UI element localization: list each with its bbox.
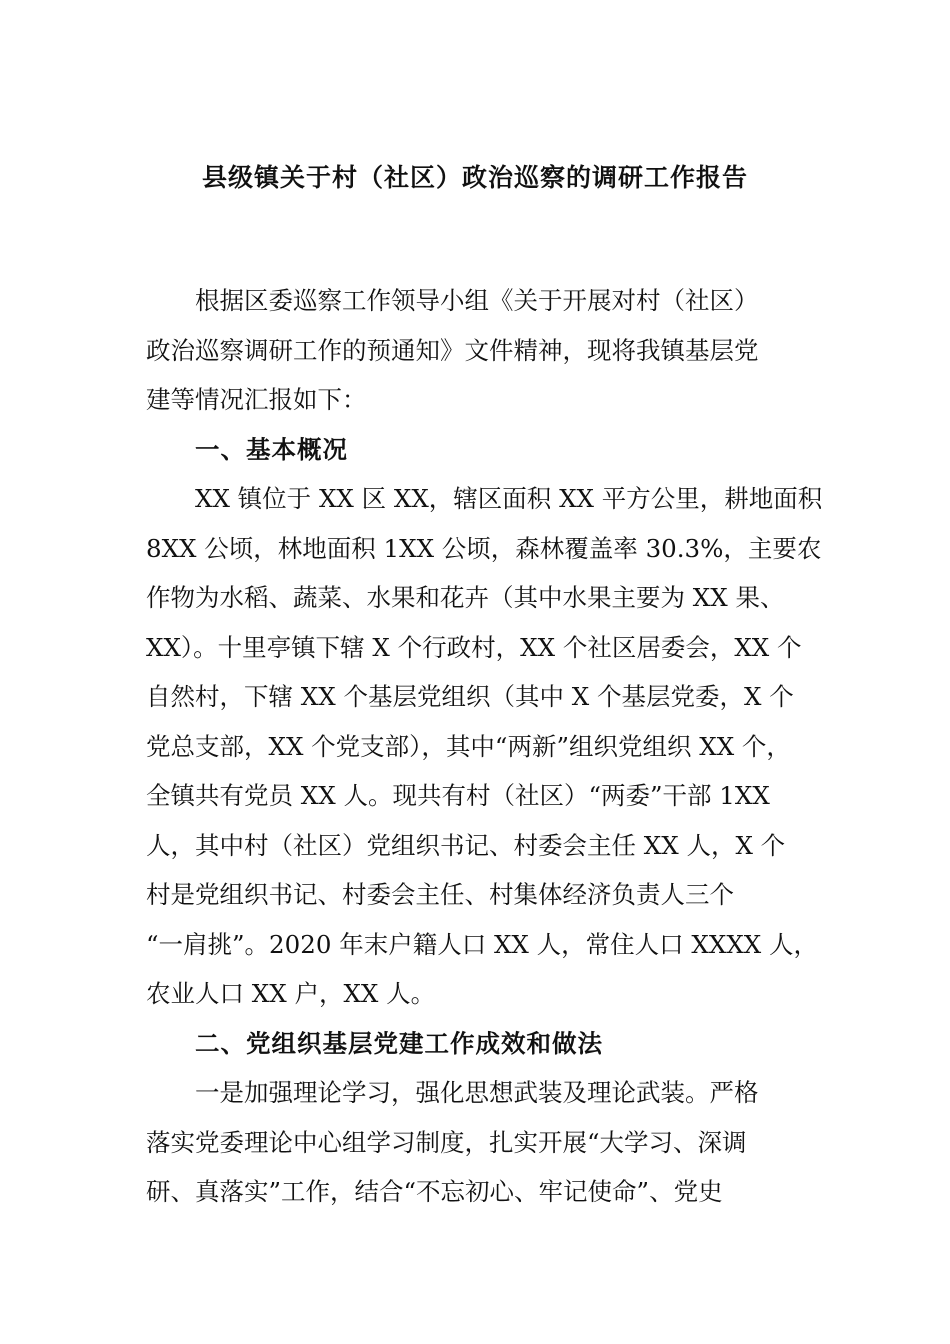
paragraph-line: 研、真落实”工作，结合“不忘初心、牢记使命”、党史 xyxy=(146,1177,723,1206)
intro-line: 根据区委巡察工作领导小组《关于开展对村（社区） xyxy=(195,286,759,315)
paragraph-line: 落实党委理论中心组学习制度，扎实开展“大学习、深调 xyxy=(146,1127,747,1157)
section-heading-basic-overview: 一、基本概况 xyxy=(195,434,348,464)
document-body xyxy=(146,276,826,1217)
intro-paragraph xyxy=(146,276,826,425)
paragraph-line: XX）。十里亭镇下辖 X 个行政村，XX 个社区居委会，XX 个 xyxy=(146,632,802,662)
party-building-paragraph xyxy=(146,1068,826,1217)
paragraph-line: 村是党组织书记、村委会主任、村集体经济负责人三个 xyxy=(146,880,734,909)
intro-line: 政治巡察调研工作的预通知》文件精神，现将我镇基层党 xyxy=(146,335,759,365)
paragraph-line: 人，其中村（社区）党组织书记、村委会主任 XX 人，X 个 xyxy=(146,830,786,860)
paragraph-line: XX 镇位于 XX 区 XX，辖区面积 XX 平方公里，耕地面积 xyxy=(195,484,823,513)
section-heading-party-building: 二、党组织基层党建工作成效和做法 xyxy=(195,1028,603,1058)
paragraph-line: 农业人口 XX 户，XX 人。 xyxy=(146,979,436,1008)
paragraph-line: 自然村，下辖 XX 个基层党组织（其中 X 个基层党委，X 个 xyxy=(146,682,794,711)
paragraph-line: 作物为水稻、蔬菜、水果和花卉（其中水果主要为 XX 果、 xyxy=(146,583,785,612)
intro-line: 建等情况汇报如下： xyxy=(146,385,367,414)
document-title: 县级镇关于村（社区）政治巡察的调研工作报告 xyxy=(201,163,748,192)
basic-overview-paragraph xyxy=(146,474,826,1019)
paragraph-line: “一肩挑”。2020 年末户籍人口 XX 人，常住人口 XXXX 人， xyxy=(146,929,818,959)
paragraph-line: 党总支部，XX 个党支部），其中“两新”组织党组织 XX 个， xyxy=(146,731,791,761)
paragraph-line: 全镇共有党员 XX 人。现共有村（社区）“两委”干部 1XX xyxy=(146,781,770,810)
paragraph-line: 一是加强理论学习，强化思想武装及理论武装。严格 xyxy=(195,1078,759,1107)
paragraph-line: 8XX 公顷，林地面积 1XX 公顷，森林覆盖率 30.3%，主要农 xyxy=(146,533,822,563)
